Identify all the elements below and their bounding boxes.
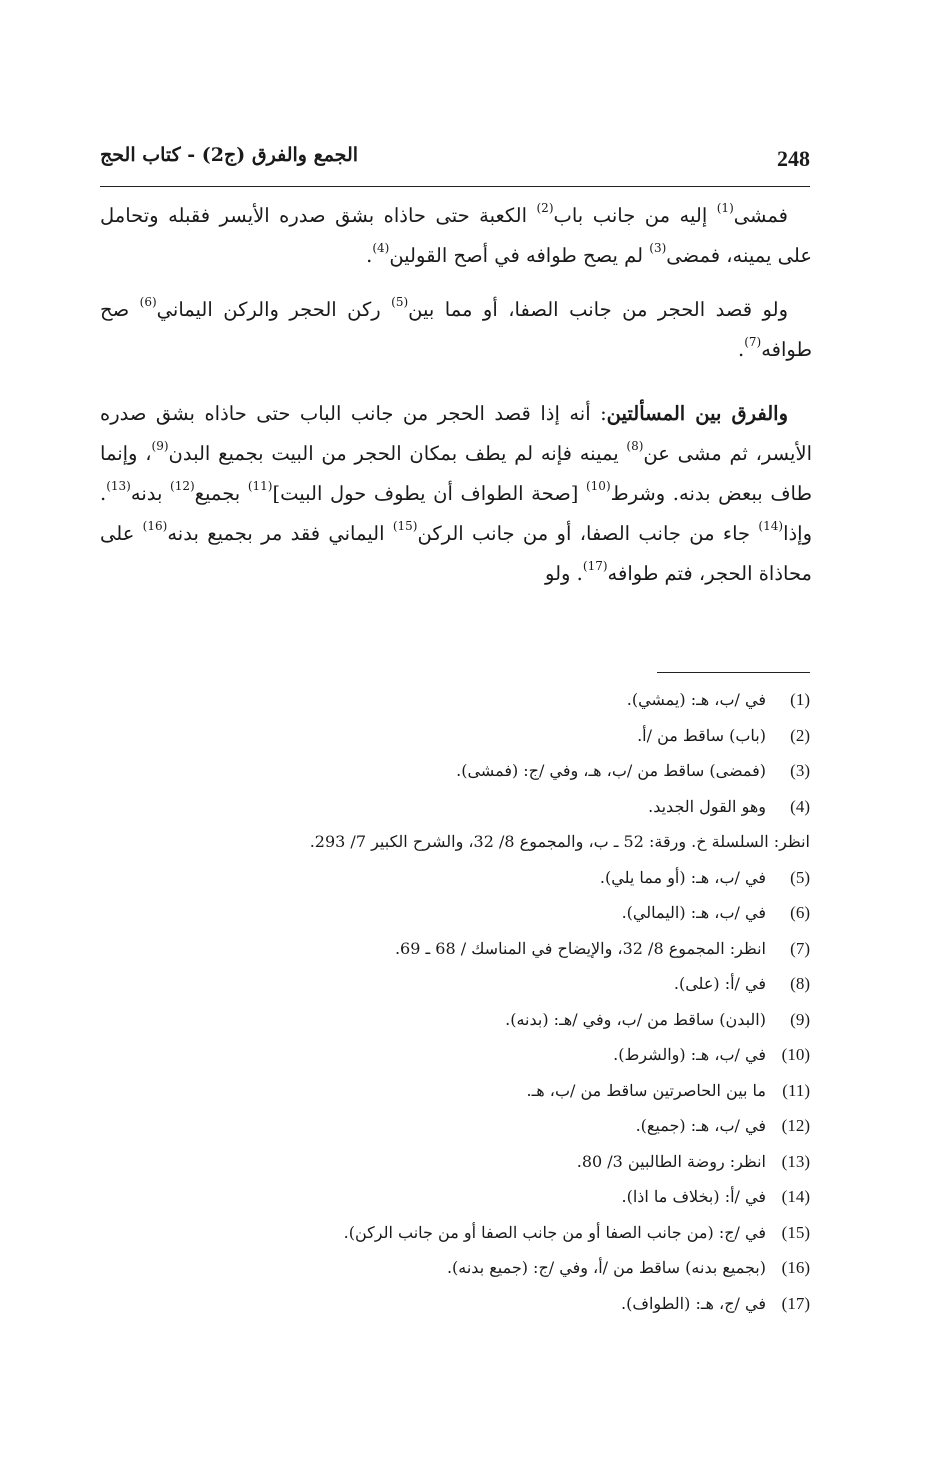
text-span: يمينه فإنه لم يطف بمكان الحجر من البيت بجميع البدن [168, 442, 627, 465]
footnote-number: (15) [781, 1222, 810, 1242]
footnote-item [120, 690, 810, 726]
footnote-number: (8) [790, 974, 810, 993]
footnote-ref-12[interactable]: (12) [170, 479, 195, 493]
footnote-text: في /ب، هـ: (يمشي). [626, 690, 766, 709]
footnote-text: انظر: روضة الطالبين 3/ 80. [576, 1151, 766, 1171]
text-span: الكعبة حتى حاذاه بشق صدره الأيسر فقبله وتحامل على يمينه، فمضى [100, 204, 812, 267]
text-span: . [366, 244, 373, 267]
text-span: على محاذاة الحجر، فتم طوافه [100, 522, 812, 585]
footnote-text: في /ب، هـ: (أو مما يلي). [599, 867, 766, 887]
footnote-item [120, 1081, 810, 1117]
main-text [100, 196, 812, 594]
footnote-item [120, 1010, 810, 1046]
footnote-ref-2[interactable]: (2) [536, 201, 554, 215]
footnote-continuation: انظر: السلسلة خ. ورقة: 52 ـ ب، والمجموع 8/ 32، والشرح الكبير 7/ 293. [309, 832, 810, 851]
text-span: لم يصح طوافه في أصح القولين [389, 244, 650, 267]
text-span: إليه من جانب باب [553, 204, 717, 227]
footnote-ref-17[interactable]: (17) [582, 559, 608, 573]
footnote-text: في /ج، هـ: (الطواف). [621, 1293, 766, 1313]
footnote-item [120, 868, 810, 904]
paragraph-2 [100, 290, 812, 370]
footnote-number: (7) [790, 938, 810, 958]
footnote-number: (6) [790, 903, 810, 922]
footnote-number: (14) [781, 1187, 810, 1206]
text-span: [صحة الطواف أن يطوف حول البيت] [272, 482, 586, 505]
text-span: . ولو [545, 562, 583, 585]
footnote-number: (2) [790, 725, 810, 745]
footnote-text: ما بين الحاصرتين ساقط من /ب، هـ. [526, 1080, 766, 1100]
footnote-item [120, 1152, 810, 1188]
text-span: ولو قصد الحجر من جانب الصفا، أو مما بين [408, 298, 788, 321]
footnote-item [120, 974, 810, 1010]
text-span: : أنه إذا قصد الحجر من جانب الباب حتى حاذاه بشق صدره الأيسر، ثم مشى عن [100, 402, 812, 465]
text-span: . وإذا [100, 482, 812, 545]
footnote-number: (9) [790, 1009, 810, 1029]
footnotes-list [120, 690, 810, 1329]
footnote-ref-7[interactable]: (7) [744, 335, 762, 349]
footnote-number: (10) [781, 1045, 810, 1064]
footnote-text: في /ب، هـ: (والشرط). [613, 1045, 766, 1064]
footnote-number: (3) [790, 761, 810, 780]
running-title: الجمع والفرق (ج2) - كتاب الحج [100, 144, 359, 166]
footnote-item [120, 761, 810, 797]
footnote-ref-1[interactable]: (1) [716, 201, 734, 215]
page-number: 248 [777, 146, 810, 171]
footnote-text: في /ب، هـ: (جميع). [635, 1116, 766, 1135]
text-span: . [737, 338, 745, 361]
footnote-text: في /ب، هـ: (اليمالي). [621, 903, 766, 922]
paragraph-1 [100, 196, 812, 276]
footnote-text: (بجميع بدنه) ساقط من /أ، وفي /ج: (جميع بدنه). [446, 1258, 766, 1277]
text-span: بجميع [194, 482, 248, 505]
footnote-item [120, 903, 810, 939]
footnote-text: في /أ: (بخلاف ما اذا). [621, 1187, 766, 1206]
footnote-text: في /ج: (من جانب الصفا أو من جانب الصفا أو من جانب الركن). [343, 1222, 766, 1242]
footnote-ref-15[interactable]: (15) [392, 519, 418, 533]
footnote-text: في /أ: (على). [673, 974, 766, 993]
footnote-text: (فمضى) ساقط من /ب، هـ، وفي /ج: (فمشى). [456, 761, 766, 780]
bold-lead: والفرق بين المسألتين [606, 402, 788, 425]
footnote-item [120, 1258, 810, 1294]
footnote-number: (13) [781, 1151, 810, 1171]
footnote-ref-11[interactable]: (11) [247, 479, 273, 493]
footnote-number: (11) [782, 1080, 810, 1100]
footnote-number: (5) [790, 867, 810, 887]
footnote-item [120, 1116, 810, 1152]
paragraph-3 [100, 394, 812, 594]
footnote-text: وهو القول الجديد. [648, 796, 766, 816]
footnote-item [120, 797, 810, 833]
text-span: بدنه [130, 482, 171, 505]
footnote-number: (1) [790, 690, 810, 709]
footnote-item [120, 726, 810, 762]
footnote-ref-14[interactable]: (14) [758, 519, 784, 533]
header-rule [100, 186, 810, 187]
footnote-separator [657, 672, 810, 673]
text-span: جاء من جانب الصفا، أو من جانب الركن [417, 522, 759, 545]
footnote-ref-4[interactable]: (4) [372, 241, 390, 255]
footnote-number: (16) [781, 1258, 810, 1277]
footnote-ref-8[interactable]: (8) [626, 439, 644, 453]
text-span: ، وإنما طاف ببعض بدنه. وشرط [100, 442, 813, 505]
footnote-number: (12) [781, 1116, 810, 1135]
footnote-item [120, 1223, 810, 1259]
footnote-item [120, 939, 810, 975]
footnote-item [120, 1294, 810, 1330]
footnote-item [120, 1187, 810, 1223]
footnote-ref-5[interactable]: (5) [391, 295, 409, 309]
text-span: صح طوافه [100, 298, 812, 361]
footnote-text: (باب) ساقط من /أ. [637, 725, 766, 745]
footnote-item [120, 1045, 810, 1081]
text-span: فمشى [733, 204, 788, 227]
page-header [100, 142, 810, 182]
footnote-ref-3[interactable]: (3) [649, 241, 667, 255]
footnote-ref-13[interactable]: (13) [106, 479, 131, 493]
footnote-text: (البدن) ساقط من /ب، وفي /هـ: (بدنه). [505, 1009, 766, 1029]
footnote-ref-6[interactable]: (6) [139, 295, 157, 309]
footnote-text: انظر: المجموع 8/ 32، والإيضاح في المناسك / 68 ـ 69. [394, 938, 766, 958]
footnote-number: (17) [781, 1293, 810, 1313]
footnote-ref-9[interactable]: (9) [151, 439, 169, 453]
text-span: ركن الحجر والركن اليماني [156, 298, 392, 321]
footnote-ref-10[interactable]: (10) [585, 479, 611, 493]
footnote-ref-16[interactable]: (16) [142, 519, 168, 533]
footnote-number: (4) [790, 796, 810, 816]
text-span: اليماني فقد مر بجميع بدنه [167, 522, 393, 545]
